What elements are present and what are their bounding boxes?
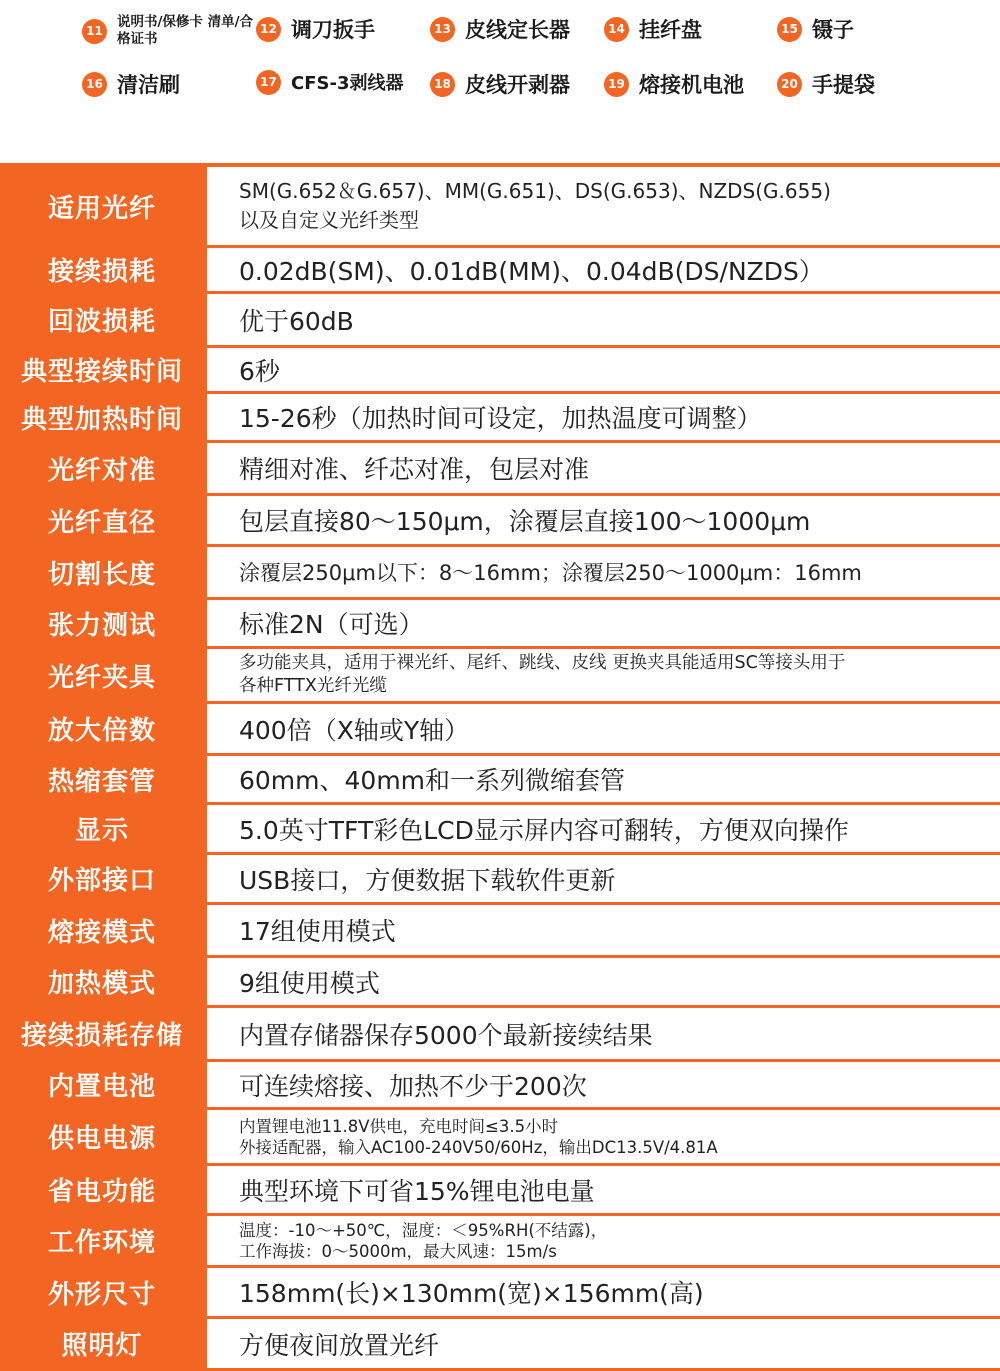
spec-value: 方便夜间放置光纤	[239, 1330, 440, 1360]
spec-label: 内置电池	[0, 1062, 207, 1110]
spec-row	[0, 348, 1000, 394]
spec-label: 放大倍数	[0, 704, 207, 756]
spec-row	[0, 1216, 1000, 1268]
spec-label: 光纤对准	[0, 443, 207, 496]
spec-label: 接续损耗存储	[0, 1008, 207, 1062]
spec-value: 包层直接80～150μm，涂覆层直接100～1000μm	[239, 507, 811, 536]
accessory-label: 镊子	[812, 18, 854, 42]
item-number-badge: 15	[777, 17, 802, 42]
spec-value: 内置锂电池11.8V供电，充电时间≤3.5小时 外接适配器，输入AC100-240V50/60Hz，输出DC13.5V/4.81A	[239, 1116, 718, 1157]
accessory-label: 清洁刷	[117, 73, 180, 97]
accessory-label: 熔接机电池	[639, 73, 744, 97]
spec-row	[0, 756, 1000, 805]
item-number-badge: 16	[82, 72, 107, 97]
spec-value: 5.0英寸TFT彩色LCD显示屏内容可翻转，方便双向操作	[239, 815, 849, 845]
spec-value: 可连续熔接、加热不少于200次	[239, 1071, 587, 1101]
spec-label: 光纤直径	[0, 496, 207, 547]
accessory-label: CFS-3剥线器	[291, 73, 404, 94]
spec-label: 热缩套管	[0, 756, 207, 805]
spec-value: USB接口，方便数据下载软件更新	[239, 865, 616, 895]
spec-row	[0, 649, 1000, 704]
item-number-badge: 20	[777, 72, 802, 97]
item-number-badge: 14	[604, 17, 629, 42]
spec-value: 158mm(长)×130mm(宽)×156mm(高)	[239, 1279, 704, 1308]
spec-value: 0.02dB(SM)、0.01dB(MM)、0.04dB(DS/NZDS）	[239, 256, 824, 286]
spec-row	[0, 443, 1000, 496]
spec-value: 优于60dB	[239, 306, 354, 336]
item-number-badge: 19	[604, 72, 629, 97]
accessory-item	[777, 14, 854, 44]
spec-row	[0, 1166, 1000, 1216]
spec-label: 典型接续时间	[0, 348, 207, 394]
spec-value: 多功能夹具，适用于裸光纤、尾纤、跳线、皮线 更换夹具能适用SC等接头用于 各种FTTX光纤光缆	[239, 653, 846, 696]
spec-row	[0, 600, 1000, 649]
spec-row	[0, 704, 1000, 756]
accessory-item	[430, 69, 570, 99]
spec-value: 60mm、40mm和一系列微缩套管	[239, 766, 626, 795]
spec-row	[0, 905, 1000, 958]
spec-value: 标准2N（可选）	[239, 610, 424, 639]
spec-value: 精细对准、纤芯对准，包层对准	[239, 455, 590, 484]
spec-label: 外形尺寸	[0, 1268, 207, 1319]
item-number-badge: 11	[82, 19, 107, 44]
spec-label: 加热模式	[0, 958, 207, 1008]
accessory-label: 手提袋	[812, 73, 875, 97]
spec-label: 典型加热时间	[0, 394, 207, 443]
accessory-item	[604, 69, 744, 99]
spec-value: SM(G.652＆G.657)、MM(G.651)、DS(G.653)、NZDS(G.655) 以及自定义光纤类型	[239, 179, 831, 232]
spec-value: 6秒	[239, 356, 280, 386]
spec-label: 切割长度	[0, 547, 207, 600]
accessory-item	[82, 69, 180, 99]
spec-row	[0, 167, 1000, 248]
spec-value: 400倍（X轴或Y轴）	[239, 715, 470, 745]
spec-value: 典型环境下可省15%锂电池电量	[239, 1176, 595, 1206]
item-number-badge: 13	[430, 17, 455, 42]
spec-label: 显示	[0, 805, 207, 855]
spec-label: 外部接口	[0, 855, 207, 905]
spec-label: 工作环境	[0, 1216, 207, 1268]
spec-label: 供电电源	[0, 1110, 207, 1166]
item-number-badge: 18	[430, 72, 455, 97]
spec-row	[0, 1319, 1000, 1371]
spec-label: 张力测试	[0, 600, 207, 649]
spec-row	[0, 394, 1000, 443]
accessory-label: 挂纤盘	[639, 18, 702, 42]
spec-row	[0, 1008, 1000, 1062]
accessory-legend	[0, 0, 1000, 110]
accessory-item	[256, 14, 375, 44]
accessory-item	[604, 14, 702, 44]
spec-row	[0, 958, 1000, 1008]
accessory-label: 皮线开剥器	[465, 73, 570, 97]
accessory-item	[777, 69, 875, 99]
accessory-item	[430, 14, 570, 44]
accessory-label: 皮线定长器	[465, 18, 570, 42]
accessory-label: 说明书/保修卡 清单/合格证书	[117, 14, 254, 47]
spec-label: 熔接模式	[0, 905, 207, 958]
spec-row	[0, 805, 1000, 855]
item-number-badge: 17	[256, 70, 281, 95]
spec-row	[0, 248, 1000, 294]
spec-row	[0, 1062, 1000, 1110]
spec-value: 17组使用模式	[239, 917, 396, 946]
spec-row	[0, 496, 1000, 547]
spec-row	[0, 1110, 1000, 1166]
spec-label: 照明灯	[0, 1319, 207, 1371]
spec-value: 涂覆层250μm以下：8～16mm；涂覆层250～1000μm：16mm	[239, 561, 862, 585]
spec-value: 9组使用模式	[239, 968, 380, 998]
spec-label: 回波损耗	[0, 294, 207, 348]
spec-row	[0, 294, 1000, 348]
spec-value: 15-26秒（加热时间可设定，加热温度可调整）	[239, 404, 762, 433]
item-number-badge: 12	[256, 17, 281, 42]
accessory-label: 调刀扳手	[291, 18, 375, 42]
spec-label: 接续损耗	[0, 248, 207, 294]
spec-row	[0, 1268, 1000, 1319]
spec-label: 光纤夹具	[0, 649, 207, 704]
accessory-item	[256, 69, 403, 95]
accessory-item	[82, 14, 257, 48]
spec-value: 内置存储器保存5000个最新接续结果	[239, 1020, 653, 1050]
spec-label: 省电功能	[0, 1166, 207, 1216]
spec-row	[0, 855, 1000, 905]
spec-value: 温度：-10～+50℃，湿度：＜95%RH(不结露)， 工作海拔：0～5000m，最大风速：15m/s	[239, 1220, 608, 1261]
spec-row	[0, 547, 1000, 600]
spec-label: 适用光纤	[0, 167, 207, 248]
